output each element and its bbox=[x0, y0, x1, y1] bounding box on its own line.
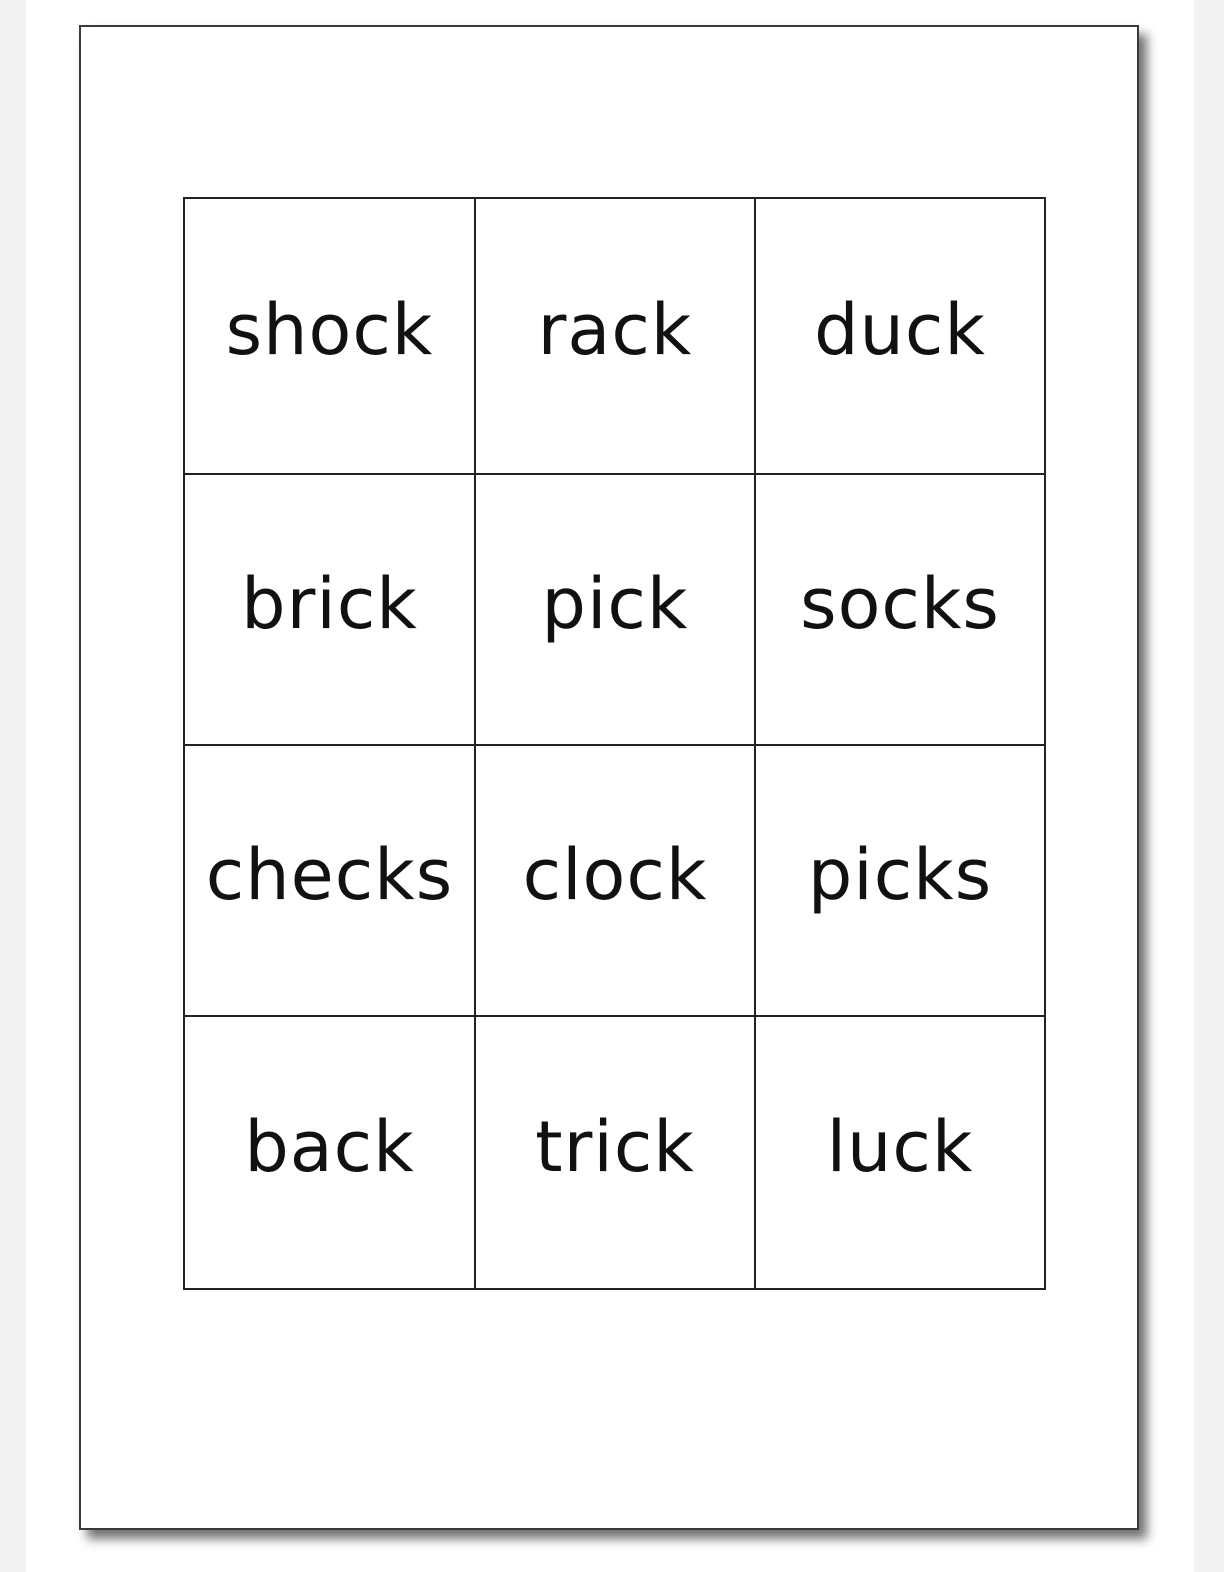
worksheet-page bbox=[79, 25, 1139, 1530]
word-card-text: trick bbox=[535, 1105, 695, 1188]
word-card-grid bbox=[183, 197, 1046, 1290]
word-card-text: back bbox=[244, 1105, 415, 1188]
word-card-text: duck bbox=[814, 289, 986, 371]
word-card bbox=[185, 1017, 476, 1288]
word-card bbox=[756, 475, 1044, 746]
word-card-text: shock bbox=[225, 289, 434, 371]
word-card bbox=[185, 475, 476, 746]
word-card bbox=[476, 199, 756, 475]
word-card-text: clock bbox=[522, 833, 708, 916]
word-card bbox=[476, 475, 756, 746]
word-card-text: picks bbox=[807, 833, 993, 916]
word-card-text: brick bbox=[241, 562, 418, 645]
word-card bbox=[756, 746, 1044, 1017]
word-card-text: pick bbox=[541, 562, 689, 645]
word-card bbox=[756, 199, 1044, 475]
word-card bbox=[185, 746, 476, 1017]
word-card-text: socks bbox=[800, 562, 1000, 645]
word-card-text: checks bbox=[205, 833, 454, 916]
word-card bbox=[756, 1017, 1044, 1288]
word-card bbox=[476, 1017, 756, 1288]
word-card-text: rack bbox=[537, 289, 693, 371]
word-card-text: luck bbox=[826, 1105, 974, 1188]
word-card bbox=[476, 746, 756, 1017]
word-card bbox=[185, 199, 476, 475]
